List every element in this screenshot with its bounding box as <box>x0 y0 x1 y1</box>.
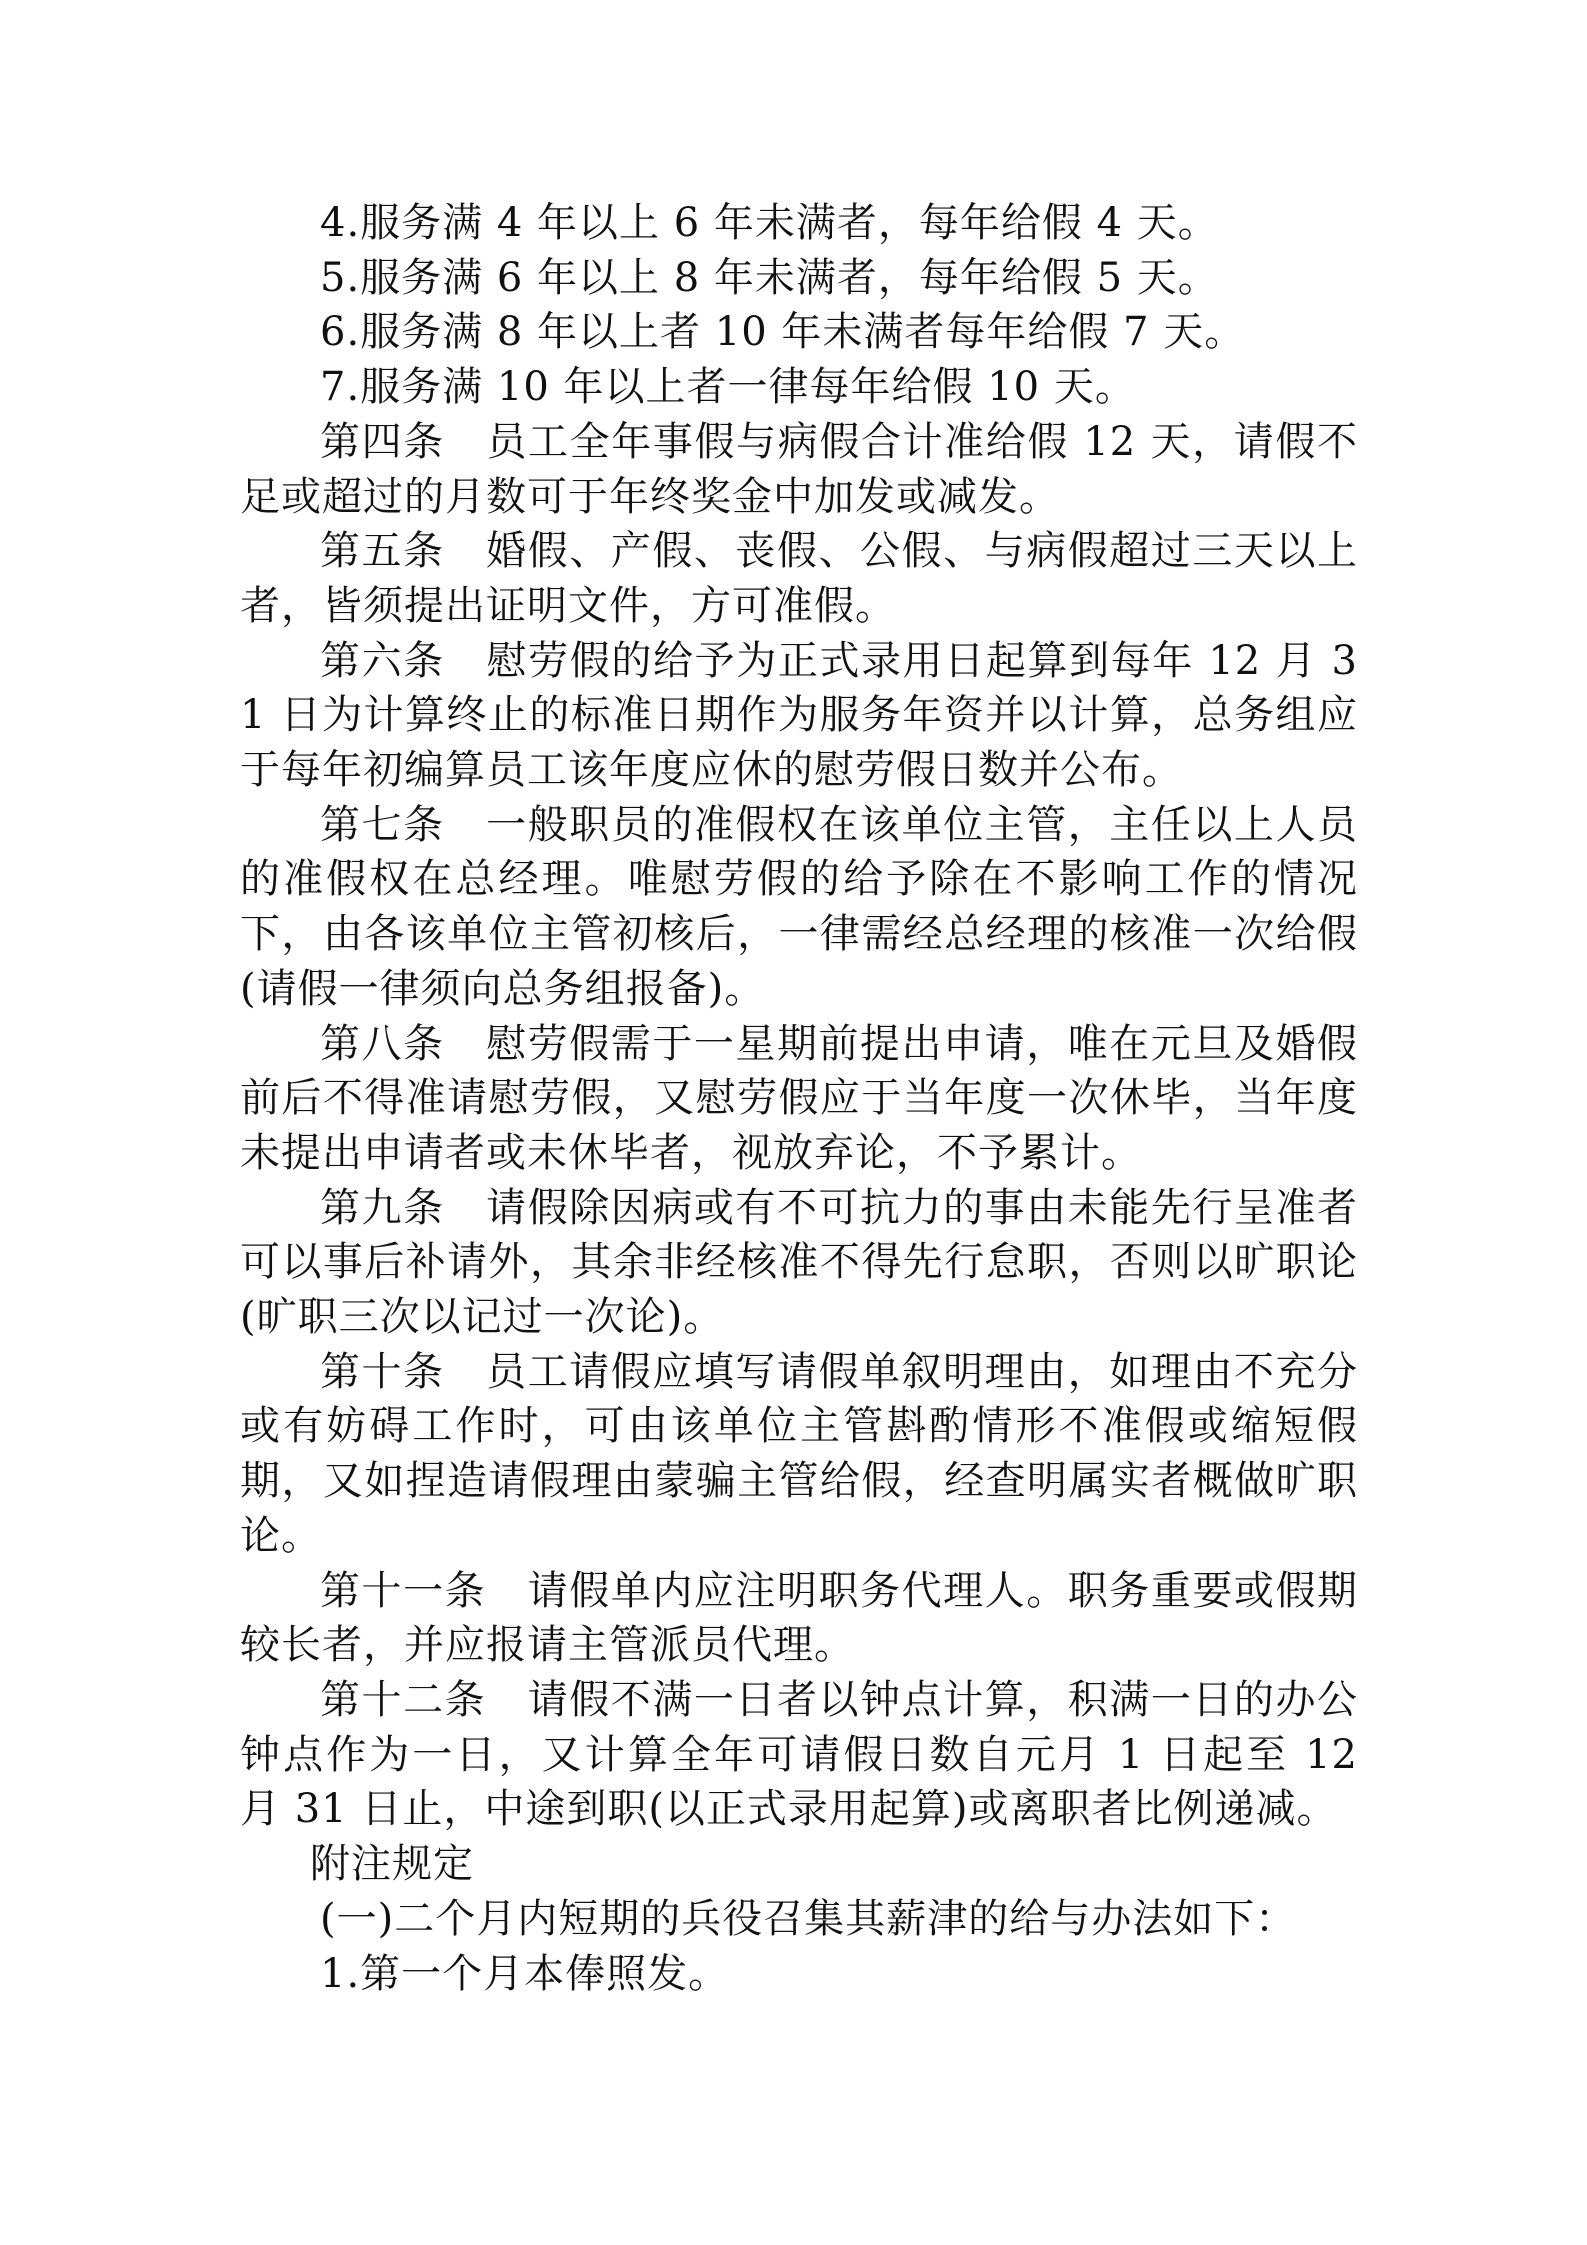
document-body <box>240 196 1358 2001</box>
article-10: 第十条 员工请假应填写请假单叙明理由，如理由不充分或有妨碍工作时，可由该单位主管斟酌情形不准假或缩短假期，又如捏造请假理由蒙骗主管给假，经查明属实者概做旷职论。 <box>240 1348 1358 1559</box>
article-11: 第十一条 请假单内应注明职务代理人。职务重要或假期较长者，并应报请主管派员代理。 <box>240 1567 1358 1669</box>
article-5: 第五条 婚假、产假、丧假、公假、与病假超过三天以上者，皆须提出证明文件，方可准假。 <box>240 528 1358 629</box>
article-4: 第四条 员工全年事假与病假合计准给假 12 天，请假不足或超过的月数可于年终奖金中加发或减发。 <box>240 418 1358 520</box>
article-6: 第六条 慰劳假的给予为正式录用日起算到每年 12 月 31 日为计算终止的标准日期作为服务年资并以计算，总务组应于每年初编算员工该年度应休的慰劳假日数并公布。 <box>240 637 1358 794</box>
article-12: 第十二条 请假不满一日者以钟点计算，积满一日的办公钟点作为一日，又计算全年可请假日数自元月 1 日起至 12 月 31 日止，中途到职(以正式录用起算)或离职者比例递减。 <box>240 1676 1358 1833</box>
appendix-heading: 附注规定 <box>310 1841 474 1888</box>
article-9: 第九条 请假除因病或有不可抗力的事由未能先行呈准者可以事后补请外，其余非经核准不得先行怠职，否则以旷职论(旷职三次以记过一次论)。 <box>240 1184 1358 1341</box>
article-7: 第七条 一般职员的准假权在该单位主管，主任以上人员的准假权在总经理。唯慰劳假的给予除在不影响工作的情况下，由各该单位主管初核后，一律需经总经理的核准一次给假(请假一律须向总务组报备)。 <box>240 801 1358 1012</box>
list-item-7: 7.服务满 10 年以上者一律每年给假 10 天。 <box>320 364 1136 411</box>
list-item-6: 6.服务满 8 年以上者 10 年未满者每年给假 7 天。 <box>320 309 1246 356</box>
list-item-4: 4.服务满 4 年以上 6 年未满者，每年给假 4 天。 <box>320 200 1219 246</box>
list-item-5: 5.服务满 6 年以上 8 年未满者，每年给假 5 天。 <box>320 254 1219 301</box>
appendix-subitem-1: 1.第一个月本俸照发。 <box>320 1950 730 1997</box>
appendix-item-1: (一)二个月内短期的兵役召集其薪津的给与办法如下： <box>320 1895 1297 1942</box>
article-8: 第八条 慰劳假需于一星期前提出申请，唯在元旦及婚假前后不得准请慰劳假，又慰劳假应于当年度一次休毕，当年度未提出申请者或未休毕者，视放弃论，不予累计。 <box>240 1020 1358 1176</box>
